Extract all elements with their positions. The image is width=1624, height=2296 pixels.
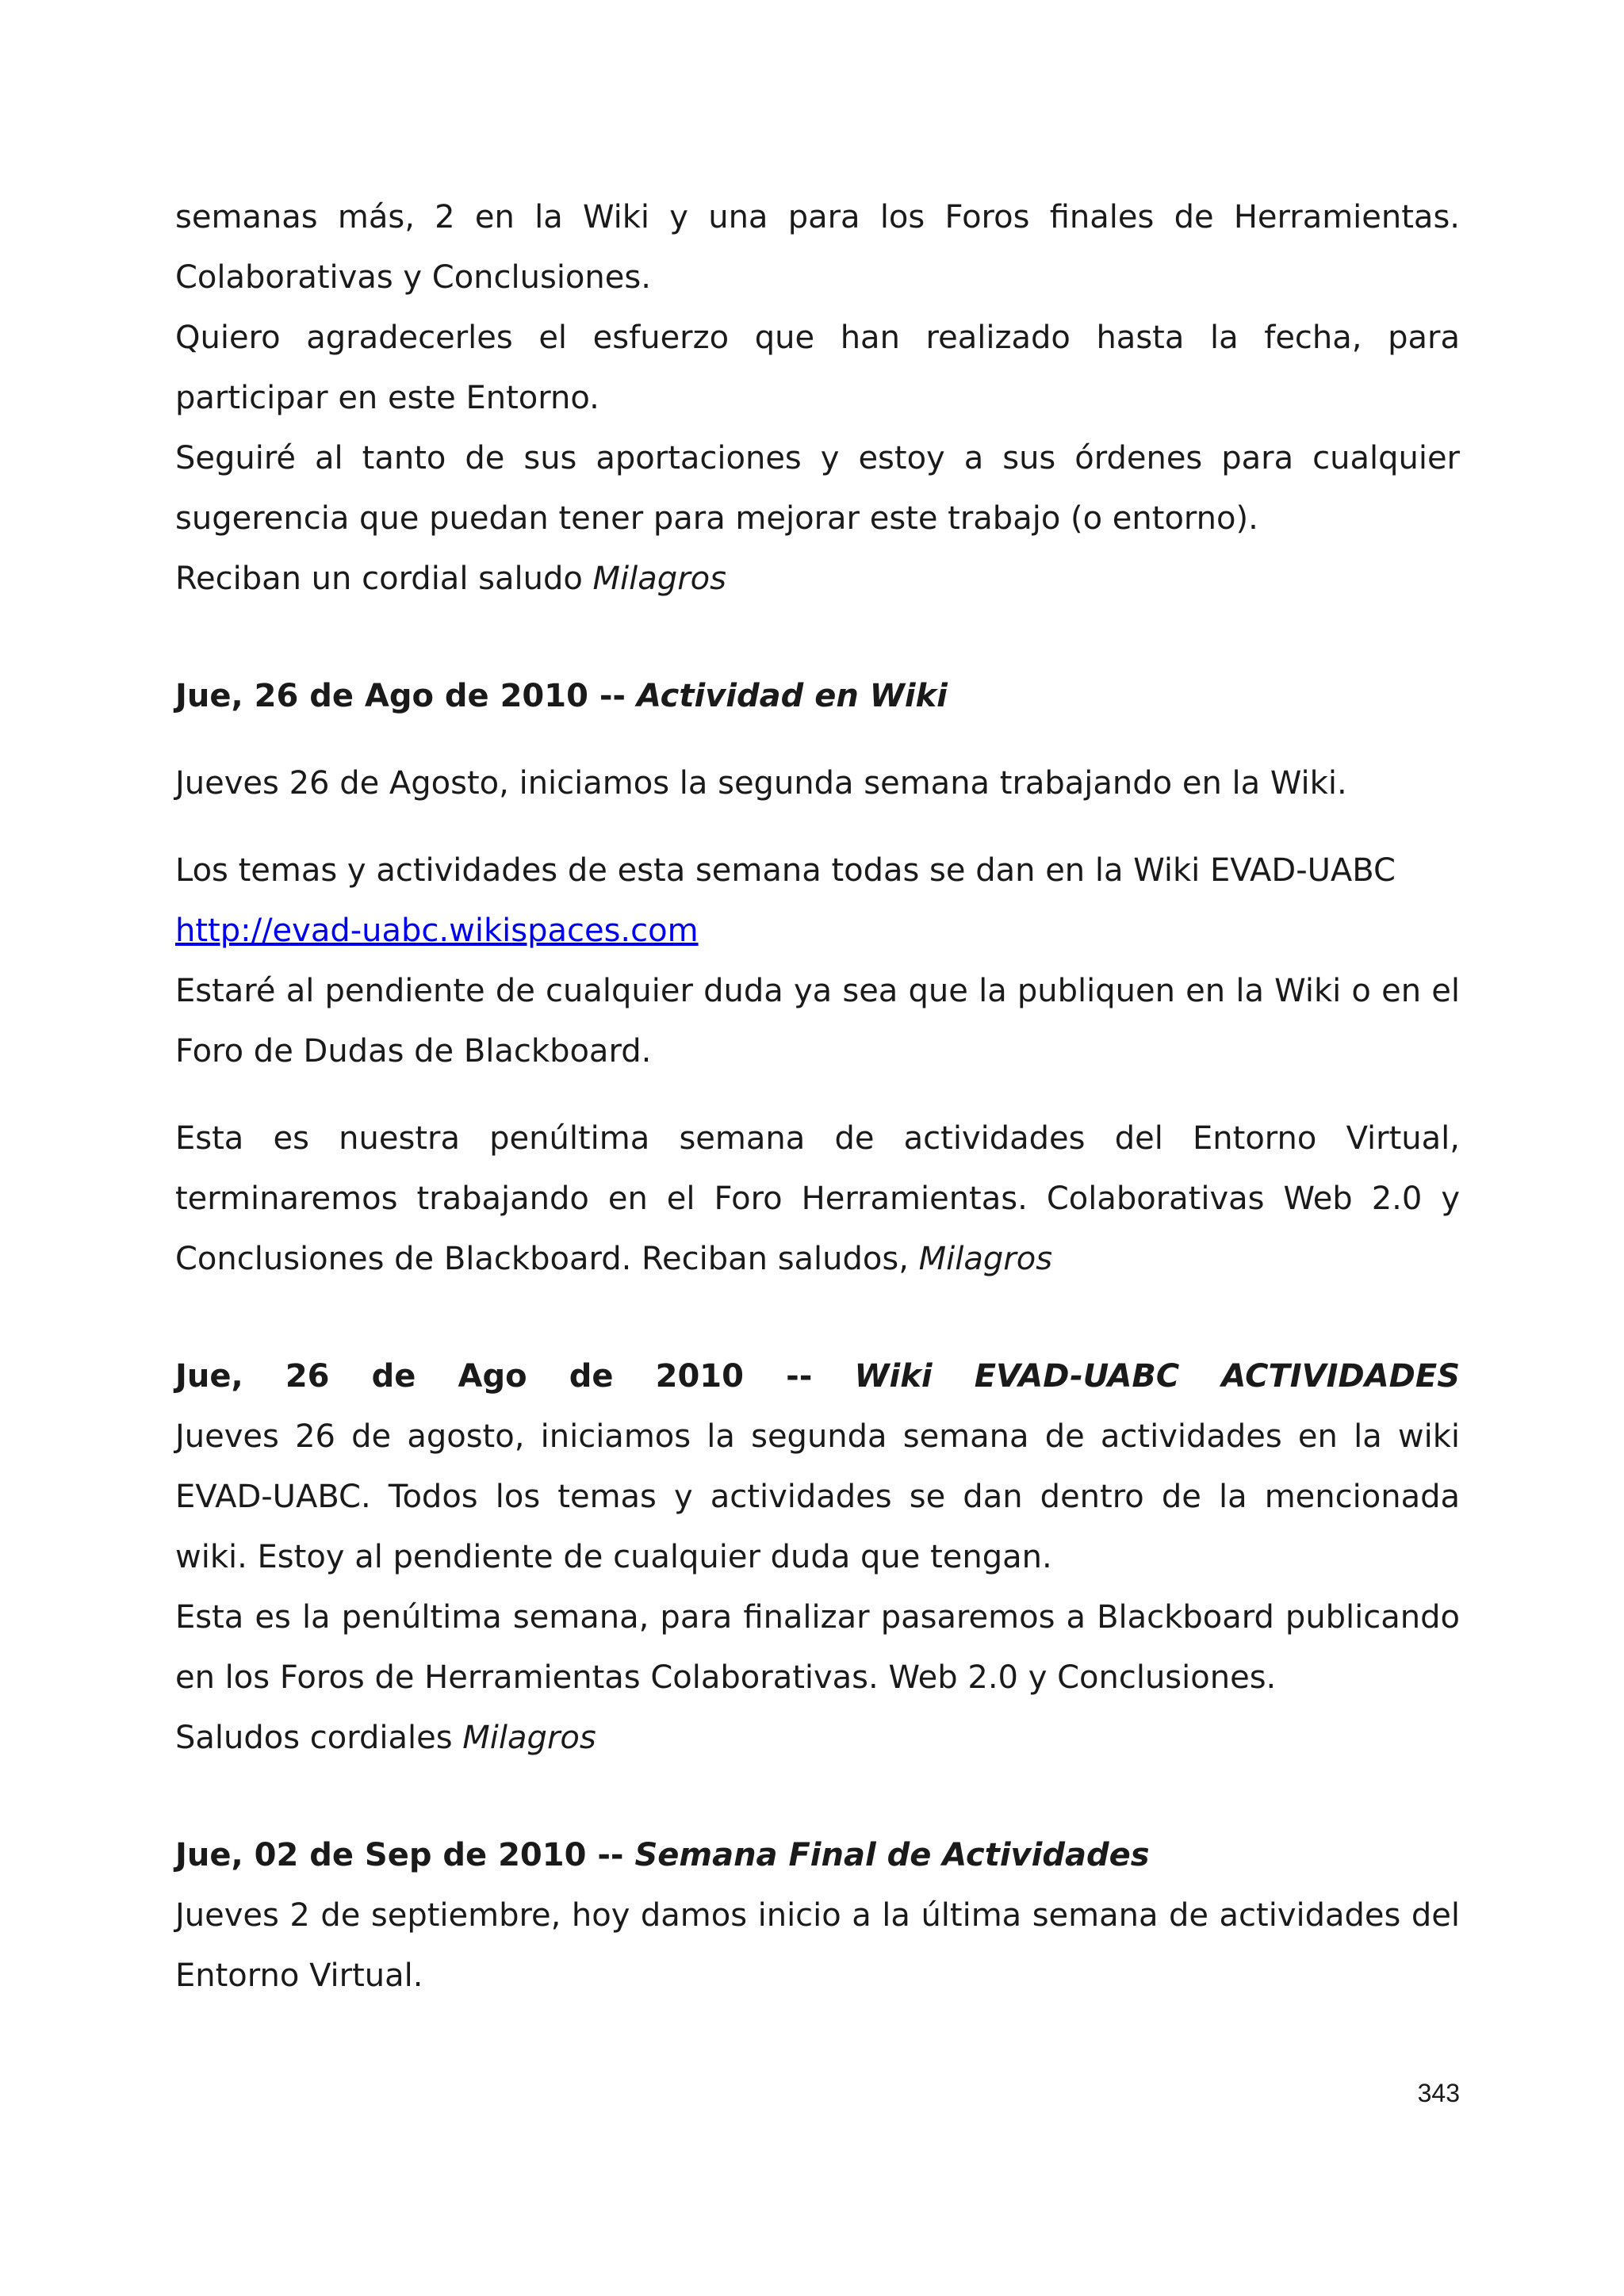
entry2-closing-text: Saludos cordiales	[175, 1720, 463, 1756]
entry2-title: Wiki EVAD-UABC ACTIVIDADES	[854, 1358, 1460, 1395]
entry2-date: Jue, 26 de Ago de 2010 --	[175, 1358, 855, 1395]
wiki-link[interactable]: http://evad-uabc.wikispaces.com	[175, 913, 699, 949]
entry3-title: Semana Final de Actividades	[634, 1837, 1150, 1873]
intro-paragraph-thanks: Quiero agradecerles el esfuerzo que han realizado hasta la fecha, para participar en este Entorno.	[175, 320, 1460, 416]
entry1-paragraph-3: Estaré al pendiente de cualquier duda ya sea que la publiquen en la Wiki o en el Foro de Dudas de Blackboard.	[175, 973, 1460, 1070]
entry2-paragraph-1: Jueves 26 de agosto, iniciamos la segunda semana de actividades en la wiki EVAD-UABC. Todos los temas y actividades se dan dentro de la mencionada wiki. Estoy al pendiente de cualquier duda que tengan.	[175, 1418, 1460, 1575]
entry1-paragraph-4	[175, 1108, 1460, 1289]
entry1-closing-text: Esta es nuestra penúltima semana de actividades del Entorno Virtual, terminaremos trabajando en el Foro Herramientas. Colaborativas Web 2.0 y Conclusiones de Blackboard. Reciban saludos,	[175, 1120, 1460, 1277]
intro-signature: Milagros	[592, 561, 726, 597]
entry3-paragraph-1: Jueves 2 de septiembre, hoy damos inicio a la última semana de actividades del Entorno Virtual.	[175, 1897, 1460, 1994]
intro-line-2: Colaborativas y Conclusiones.	[175, 259, 651, 296]
entry1-link-line	[175, 901, 1460, 961]
entry2-signature: Milagros	[462, 1720, 596, 1756]
entry3-heading	[175, 1825, 1460, 1885]
entry3-date: Jue, 02 de Sep de 2010 --	[175, 1837, 635, 1873]
entry1-signature: Milagros	[918, 1241, 1053, 1277]
entry1-date: Jue, 26 de Ago de 2010 --	[175, 678, 637, 714]
intro-closing-text: Reciban un cordial saludo	[175, 561, 593, 597]
entry1-paragraph-1: Jueves 26 de Agosto, iniciamos la segunda semana trabajando en la Wiki.	[175, 765, 1347, 802]
intro-paragraph-followup: Seguiré al tanto de sus aportaciones y estoy a sus órdenes para cualquier sugerencia que puedan tener para mejorar este trabajo (o entorno).	[175, 440, 1460, 537]
document-page	[175, 187, 1460, 2006]
entry2-heading	[175, 1346, 1460, 1406]
page-number: 343	[1417, 2079, 1460, 2107]
entry1-heading	[175, 666, 1460, 726]
entry2-closing	[175, 1708, 1460, 1768]
entry1-title: Actividad en Wiki	[636, 678, 948, 714]
entry2-paragraph-2: Esta es la penúltima semana, para finalizar pasaremos a Blackboard publicando en los Foros de Herramientas Colaborativas. Web 2.0 y Conclusiones.	[175, 1599, 1460, 1696]
entry1-paragraph-2: Los temas y actividades de esta semana todas se dan en la Wiki EVAD-UABC	[175, 852, 1396, 889]
intro-line-1: semanas más, 2 en la Wiki y una para los Foros finales de Herramientas.	[175, 199, 1460, 235]
intro-closing	[175, 549, 1460, 609]
